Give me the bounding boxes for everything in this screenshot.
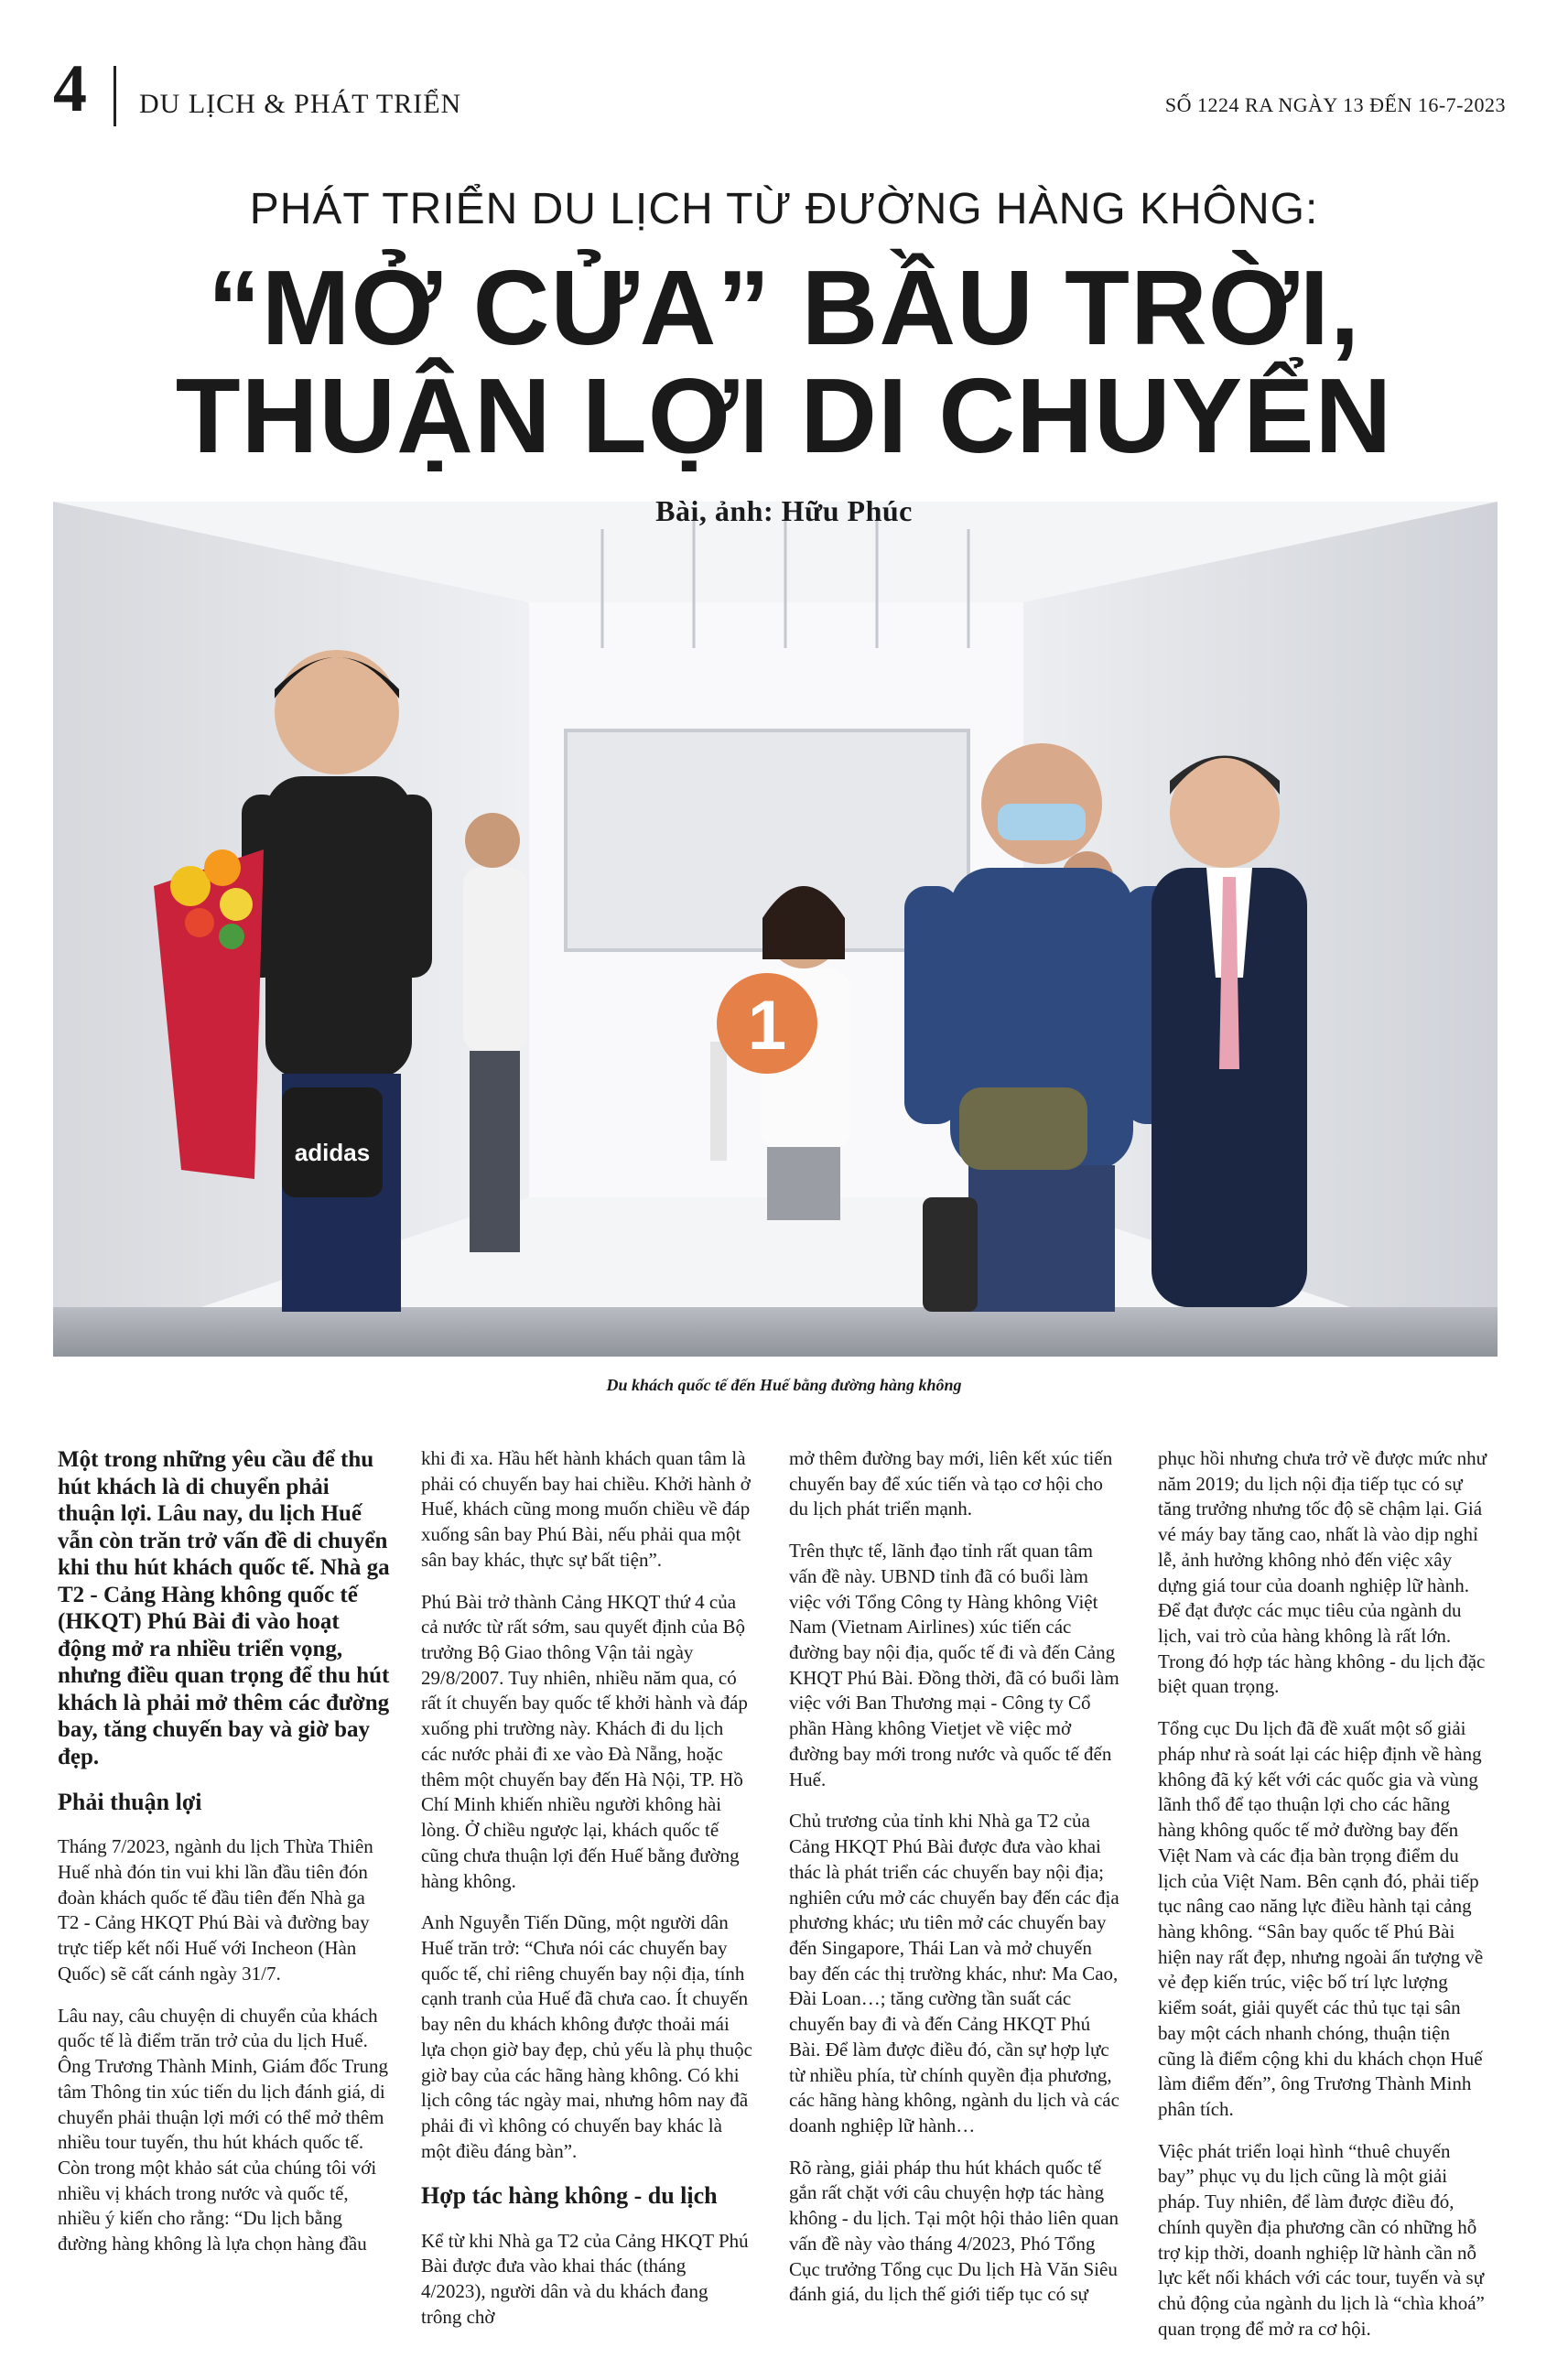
subhead-hop-tac: Hợp tác hàng không - du lịch [421, 2182, 718, 2210]
paragraph: mở thêm đường bay mới, liên kết xúc tiến chuyến bay để xúc tiến và tạo cơ hội cho du lịch phát triển mạnh. [789, 1447, 1113, 1520]
column-4 [1158, 1446, 1490, 2358]
headline-line-1: “MỞ CỬA” BẦU TRỜI, [207, 248, 1361, 367]
page-number: 4 [53, 51, 87, 126]
paragraph: Tổng cục Du lịch đã đề xuất một số giải pháp như rà soát lại các hiệp định về hàng không đã ký kết với các quốc gia và vùng lãnh thổ để tạo thuận lợi cho các hãng hàng không quốc tế mở đường bay đến Việt Nam và các địa bàn trọng điểm du lịch của Việt Nam. Bên cạnh đó, phải tiếp tục nâng cao năng lực điều hành tại cảng hàng không. “Sân bay quốc tế Phú Bài hiện nay rất đẹp, nhưng ngoài ấn tượng về vẻ đẹp kiến trúc, việc bố trí lực lượng kiểm soát, giải quyết các thủ tục tại sân bay một cách nhanh chóng, thuận tiện cũng là điểm cộng khi du khách chọn Huế làm điểm đến”, ông Trương Thành Minh phân tích. [1158, 1717, 1484, 2120]
issue-info: SỐ 1224 RA NGÀY 13 ĐẾN 16-7-2023 [1164, 93, 1506, 116]
airport-arrival-illustration [53, 502, 1498, 1357]
photo-caption: Du khách quốc tế đến Huế bằng đường hàng không [606, 1376, 962, 1394]
paragraph: Rõ ràng, giải pháp thu hút khách quốc tế gắn rất chặt với câu chuyện hợp tác hàng không - du lịch. Tại một hội thảo liên quan vấn đề này vào tháng 4/2023, Phó Tổng Cục trưởng Tổng cục Du lịch Hà Văn Siêu đánh giá, du lịch thế giới tiếp tục có sự [789, 2156, 1119, 2306]
column-1 [58, 1446, 390, 2274]
sign-number: 1 [747, 987, 787, 1065]
floor [53, 1307, 1498, 1357]
article-lead: Một trong những yêu cầu để thu hút khách là di chuyển phải thuận lợi. Lâu nay, du lịch Huế vẫn còn trăn trở vấn đề di chuyển khi thu hút khách quốc tế. Nhà ga T2 - Cảng Hàng không quốc tế (HKQT) Phú Bài đi vào hoạt động mở ra nhiều triển vọng, nhưng điều quan trọng để thu hút khách là phải mở thêm các đường bay, tăng chuyến bay và giờ bay đẹp. [58, 1447, 390, 1769]
paragraph: Trên thực tế, lãnh đạo tỉnh rất quan tâm vấn đề này. UBND tỉnh đã có buổi làm việc với Tổng Công ty Hàng không Việt Nam (Vietnam Airlines) xúc tiến các đường bay nội địa, quốc tế đi và đến Cảng KHQT Phú Bài. Đồng thời, đã có buổi làm việc với Ban Thương mại - Công ty Cổ phần Hàng không Vietjet về việc mở đường bay mới trong nước và quốc tế đến Huế. [789, 1540, 1119, 1790]
article-kicker: PHÁT TRIỂN DU LỊCH TỪ ĐƯỜNG HÀNG KHÔNG: [249, 185, 1319, 233]
paragraph: Chủ trương của tỉnh khi Nhà ga T2 của Cảng HKQT Phú Bài được đưa vào khai thác là phát triển các chuyến bay nội địa; nghiên cứu mở các chuyến bay đến các địa phương khác; ưu tiên mở các chuyến bay đến Singapore, Thái Lan và mở chuyến bay đến các thị trường khác, như: Ma Cao, Đài Loan…; tăng cường tần suất các chuyến bay đi và đến Cảng HKQT Phú Bài. Để làm được điều đó, cần sự hợp lực từ nhiều phía, từ chính quyền địa phương, các hãng hàng không, ngành du lịch và các doanh nghiệp lữ hành… [789, 1810, 1119, 2136]
paragraph: Phú Bài trở thành Cảng HKQT thứ 4 của cả nước từ rất sớm, sau quyết định của Bộ trưởng Bộ Giao thông Vận tải ngày 29/8/2007. Tuy nhiên, nhiều năm qua, có rất ít chuyến bay quốc tế khởi hành và đáp xuống phi trường này. Khách đi du lịch các nước phải đi xe vào Đà Nẵng, hoặc thêm một chuyến bay đến Hà Nội, TP. Hồ Chí Minh khiến nhiều người không hài lòng. Ở chiều ngược lại, khách quốc tế cũng chưa thuận lợi đến Huế bằng đường hàng không. [421, 1590, 748, 1892]
paragraph: phục hồi nhưng chưa trở về được mức như năm 2019; du lịch nội địa tiếp tục có sự tăng trưởng nhưng tốc độ sẽ chậm lại. Giá vé máy bay tăng cao, nhất là vào dịp nghỉ lễ, ảnh hưởng không nhỏ đến việc xây dựng giá tour của doanh nghiệp lữ hành. Để đạt được các mục tiêu của ngành du lịch, vai trò của hàng không là rất lớn. Trong đó hợp tác hàng không - du lịch đặc biệt quan trọng. [1158, 1447, 1487, 1698]
column-3 [789, 1446, 1121, 2324]
section-name: DU LỊCH & PHÁT TRIỂN [139, 89, 462, 119]
subhead-phai-thuan-loi: Phải thuận lợi [58, 1789, 202, 1815]
paragraph: Kể từ khi Nhà ga T2 của Cảng HKQT Phú Bài được đưa vào khai thác (tháng 4/2023), người dân và du khách đang trông chờ [421, 2229, 749, 2328]
paragraph: Anh Nguyễn Tiến Dũng, một người dân Huế trăn trở: “Chưa nói các chuyến bay quốc tế, chỉ riêng chuyến bay nội địa, tính cạnh tranh của Huế đã chưa cao. Ít chuyến bay nên du khách không được thoải mái lựa chọn giờ bay đẹp, chủ yếu là phụ thuộc giờ bay của các hãng hàng không. Có khi lịch công tác ngày mai, nhưng hôm nay đã phải đi vì không có chuyến bay khác là một điều đáng bàn”. [421, 1911, 752, 2162]
paragraph: Tháng 7/2023, ngành du lịch Thừa Thiên Huế nhà đón tin vui khi lần đầu tiên đón đoàn khách quốc tế đầu tiên đến Nhà ga T2 - Cảng HKQT Phú Bài và đường bay trực tiếp kết nối Huế với Incheon (Hàn Quốc) sẽ cất cánh ngày 31/7. [58, 1835, 373, 1985]
article-byline: Bài, ảnh: Hữu Phúc [655, 494, 913, 527]
paragraph: Việc phát triển loại hình “thuê chuyến bay” phục vụ du lịch cũng là một giải pháp. Tuy nhiên, để làm được điều đó, chính quyền địa phương cần có những hỗ trợ kịp thời, doanh nghiệp lữ hành cần nỗ lực kết nối khách với các tour, tuyến và sự chủ động của ngành du lịch là “chìa khoá” quan trọng để mở ra cơ hội. [1158, 2139, 1485, 2340]
article-headline [0, 248, 1568, 475]
traveller-background-left [463, 813, 527, 1252]
paragraph: khi đi xa. Hầu hết hành khách quan tâm là phải có chuyến bay hai chiều. Khởi hành ở Huế, khách cũng mong muốn chiều về đáp xuống sân bay Phú Bài, nếu phải qua một sân bay khác, thực sự bất tiện”. [421, 1447, 751, 1571]
headline-line-2: THUẬN LỢI DI CHUYỂN [175, 356, 1393, 475]
article-photo [53, 502, 1498, 1357]
header-divider [114, 66, 116, 126]
bag-logo: adidas [294, 1139, 371, 1166]
paragraph: Lâu nay, câu chuyện di chuyển của khách quốc tế là điểm trăn trở của du lịch Huế. Ông Trương Thành Minh, Giám đốc Trung tâm Thông tin xúc tiến du lịch đánh giá, di chuyển phải thuận lợi mới có thể mở thêm nhiều tour tuyến, thu hút khách quốc tế. Còn trong một khảo sát của chúng tôi với nhiều vị khách trong nước và quốc tế, nhiều ý kiến cho rằng: “Du lịch bằng đường hàng không là lựa chọn hàng đầu [58, 2004, 389, 2255]
column-2 [421, 1446, 753, 2347]
